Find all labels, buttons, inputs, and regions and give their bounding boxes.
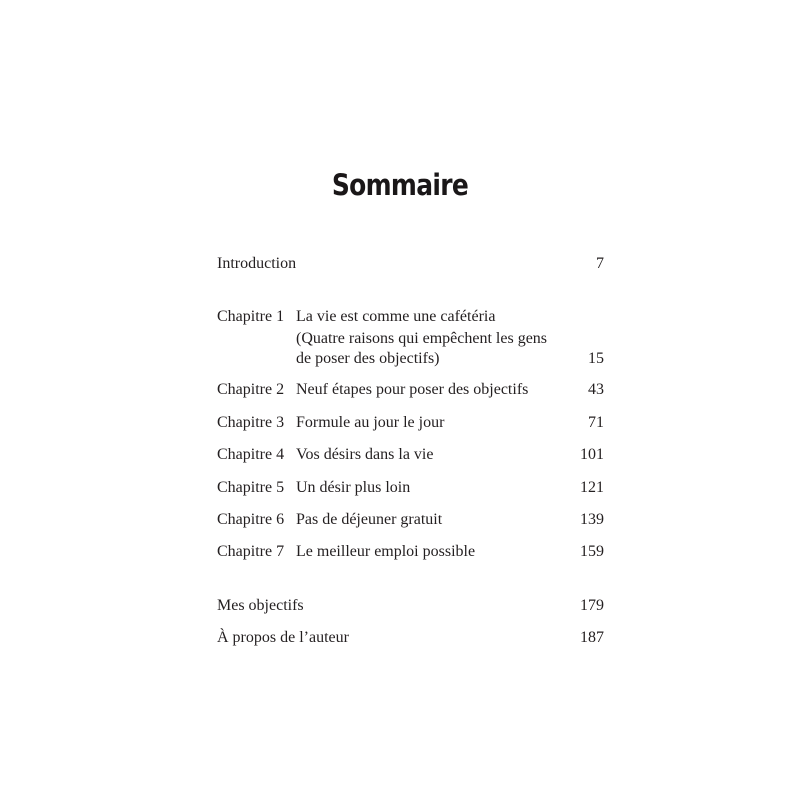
- toc-chapter-6-page: 139: [580, 511, 604, 528]
- toc-chapter-1-title-line-3: de poser des objectifs): [296, 350, 440, 367]
- toc-chapter-1-page: 15: [588, 350, 604, 367]
- toc-chapter-4-title: Vos désirs dans la vie: [296, 446, 434, 463]
- toc-chapter-2-page: 43: [588, 381, 604, 398]
- toc-chapter-6-label: Chapitre 6: [217, 511, 285, 528]
- page-title: Sommaire: [331, 168, 469, 202]
- toc-page-mes-objectifs: 179: [580, 597, 604, 614]
- toc-chapter-6-title: Pas de déjeuner gratuit: [296, 511, 443, 528]
- toc-chapter-1-title-line-1: La vie est comme une cafétéria: [296, 308, 496, 325]
- toc-chapter-7-label: Chapitre 7: [217, 543, 285, 560]
- toc-chapter-4-label: Chapitre 4: [217, 446, 285, 463]
- toc-chapter-5-page: 121: [580, 479, 604, 496]
- toc-chapter-2-title: Neuf étapes pour poser des objectifs: [296, 381, 529, 398]
- toc-chapter-7-page: 159: [580, 543, 604, 560]
- toc-chapter-3-label: Chapitre 3: [217, 414, 285, 431]
- toc-page-introduction: 7: [596, 255, 604, 272]
- toc-chapter-5-title: Un désir plus loin: [296, 479, 411, 496]
- toc-entry-mes-objectifs: Mes objectifs: [217, 597, 304, 614]
- toc-chapter-2-label: Chapitre 2: [217, 381, 285, 398]
- toc-chapter-4-page: 101: [580, 446, 604, 463]
- toc-chapter-1-title-line-2: (Quatre raisons qui empêchent les gens: [296, 330, 548, 347]
- toc-chapter-5-label: Chapitre 5: [217, 479, 285, 496]
- toc-entry-a-propos: À propos de l’auteur: [217, 629, 349, 646]
- toc-entry-introduction: Introduction: [217, 255, 297, 272]
- toc-chapter-7-title: Le meilleur emploi possible: [296, 543, 476, 560]
- toc-chapter-3-page: 71: [588, 414, 604, 431]
- toc-chapter-3-title: Formule au jour le jour: [296, 414, 445, 431]
- toc-page-a-propos: 187: [580, 629, 604, 646]
- toc-chapter-1-label: Chapitre 1: [217, 308, 285, 325]
